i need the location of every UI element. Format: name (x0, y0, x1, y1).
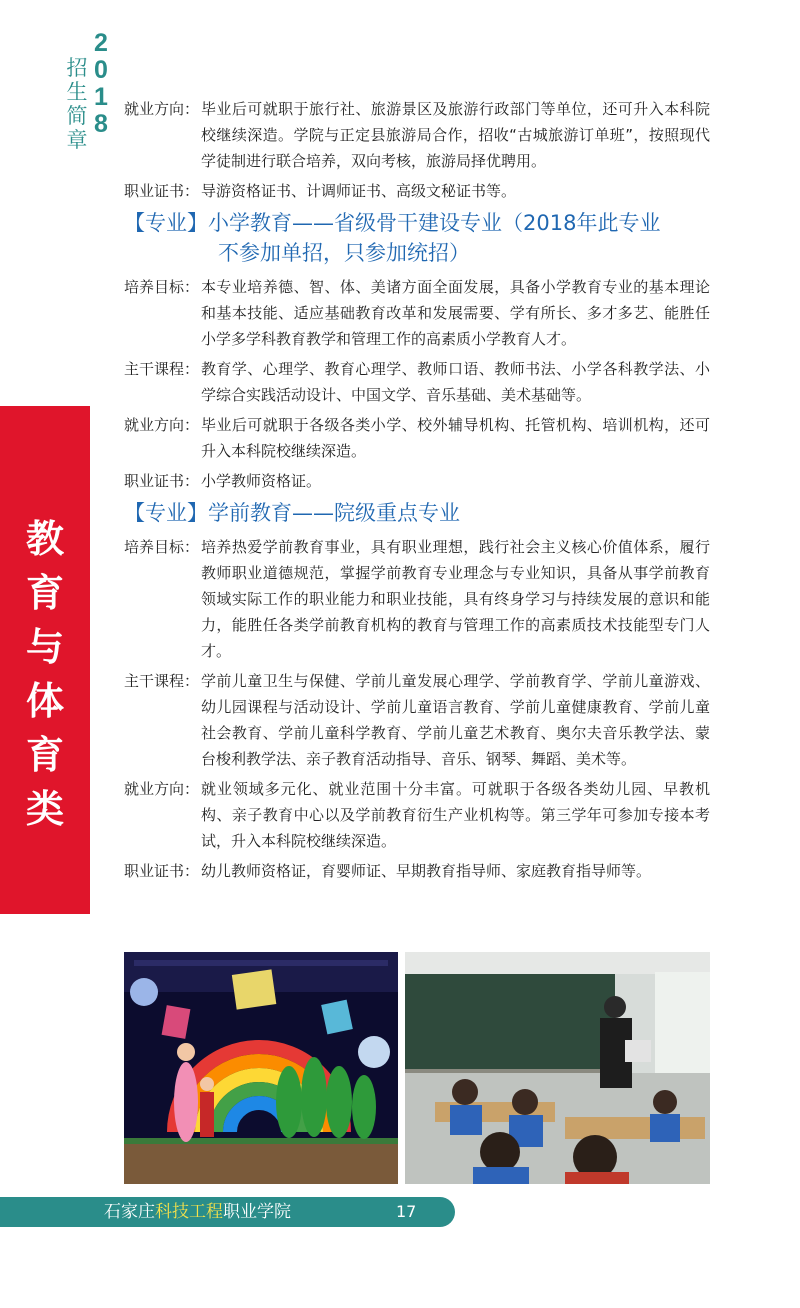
year-digit: 2 (94, 29, 108, 57)
row-label: 职业证书： (124, 472, 200, 490)
info-row (124, 858, 710, 884)
category-char: 教 (25, 517, 64, 561)
row-label: 培养目标： (124, 538, 200, 556)
page-number: 17 (396, 1202, 417, 1221)
info-row (124, 412, 710, 464)
brochure-year (88, 30, 114, 138)
subtitle-char: 章 (66, 128, 88, 152)
brochure-subtitle (64, 56, 90, 152)
subtitle-char: 招 (66, 56, 88, 80)
year-digit: 0 (94, 56, 108, 84)
row-text: 学前儿童卫生与保健、学前儿童发展心理学、学前教育学、学前儿童游戏、幼儿园课程与活动设计、学前儿童语言教育、学前儿童健康教育、学前儿童社会教育、学前儿童科学教育、学前儿童艺术教育、奥尔夫音乐教学法、蒙台梭利教学法、亲子教育活动指导、音乐、钢琴、舞蹈、美术等。 (201, 672, 710, 768)
row-text: 幼儿教师资格证，育婴师证、早期教育指导师、家庭教育指导师等。 (201, 862, 652, 880)
row-text: 毕业后可就职于旅行社、旅游景区及旅游行政部门等单位，还可升入本科院校继续深造。学院与正定县旅游局合作，招收“古城旅游订单班”，按照现代学徒制进行联合培养，双向考核，旅游局择优聘用。 (201, 100, 710, 170)
row-text: 就业领域多元化、就业范围十分丰富。可就职于各级各类幼儿园、早教机构、亲子教育中心以及学前教育衍生产业机构等。第三学年可参加专接本考试，升入本科院校继续深造。 (201, 780, 710, 850)
college-name (104, 1200, 291, 1224)
year-digit: 8 (94, 110, 108, 138)
category-char: 类 (25, 787, 64, 831)
stage-performance-photo (124, 952, 398, 1184)
subtitle-char: 生 (66, 80, 88, 104)
major-title-line: 【专业】学前教育——院级重点专业 (124, 501, 460, 525)
info-row (124, 668, 710, 772)
major-title-line: 不参加单招，只参加统招） (218, 241, 470, 265)
info-row (124, 96, 710, 174)
row-label: 培养目标： (124, 278, 200, 296)
info-row (124, 356, 710, 408)
category-title (0, 512, 90, 836)
college-name-prefix: 石家庄 (104, 1202, 155, 1222)
info-row (124, 534, 710, 664)
category-char: 育 (25, 733, 64, 777)
row-text: 教育学、心理学、教育心理学、教师口语、教师书法、小学各科教学法、小学综合实践活动设计、中国文学、音乐基础、美术基础等。 (201, 360, 710, 404)
college-name-highlight: 科技工程 (155, 1202, 223, 1222)
row-label: 主干课程： (124, 672, 200, 690)
classroom-photo (405, 952, 710, 1184)
main-content (124, 96, 710, 888)
row-label: 就业方向： (124, 100, 200, 118)
major-title-preschool-education (124, 498, 710, 528)
category-char: 与 (25, 625, 64, 669)
category-char: 育 (25, 571, 64, 615)
year-digit: 1 (94, 83, 108, 111)
info-row (124, 274, 710, 352)
row-text: 本专业培养德、智、体、美诸方面全面发展，具备小学教育专业的基本理论和基本技能、适应基础教育改革和发展需要、学有所长、多才多艺、能胜任小学多学科教育教学和管理工作的高素质小学教育人才。 (201, 278, 710, 348)
row-label: 就业方向： (124, 416, 200, 434)
subtitle-char: 简 (66, 104, 88, 128)
category-char: 体 (25, 679, 64, 723)
row-label: 就业方向： (124, 780, 200, 798)
row-text: 培养热爱学前教育事业，具有职业理想，践行社会主义核心价值体系，履行教师职业道德规范，掌握学前教育专业理念与专业知识，具备从事学前教育领域实际工作的职业能力和职业技能，具有终身学习与持续发展的意识和能力，能胜任各类学前教育机构的教育与管理工作的高素质技术技能型专门人才。 (201, 538, 710, 660)
row-text: 毕业后可就职于各级各类小学、校外辅导机构、托管机构、培训机构，还可升入本科院校继续深造。 (201, 416, 710, 460)
major-title-line: 【专业】小学教育——省级骨干建设专业（2018年此专业 (124, 211, 661, 235)
info-row (124, 178, 710, 204)
major-title-primary-education (124, 208, 710, 268)
row-label: 职业证书： (124, 862, 200, 880)
info-row (124, 776, 710, 854)
row-text: 导游资格证书、计调师证书、高级文秘证书等。 (201, 182, 517, 200)
college-name-suffix: 职业学院 (223, 1202, 291, 1222)
row-text: 小学教师资格证。 (201, 472, 322, 490)
row-label: 职业证书： (124, 182, 200, 200)
row-label: 主干课程： (124, 360, 200, 378)
info-row (124, 468, 710, 494)
